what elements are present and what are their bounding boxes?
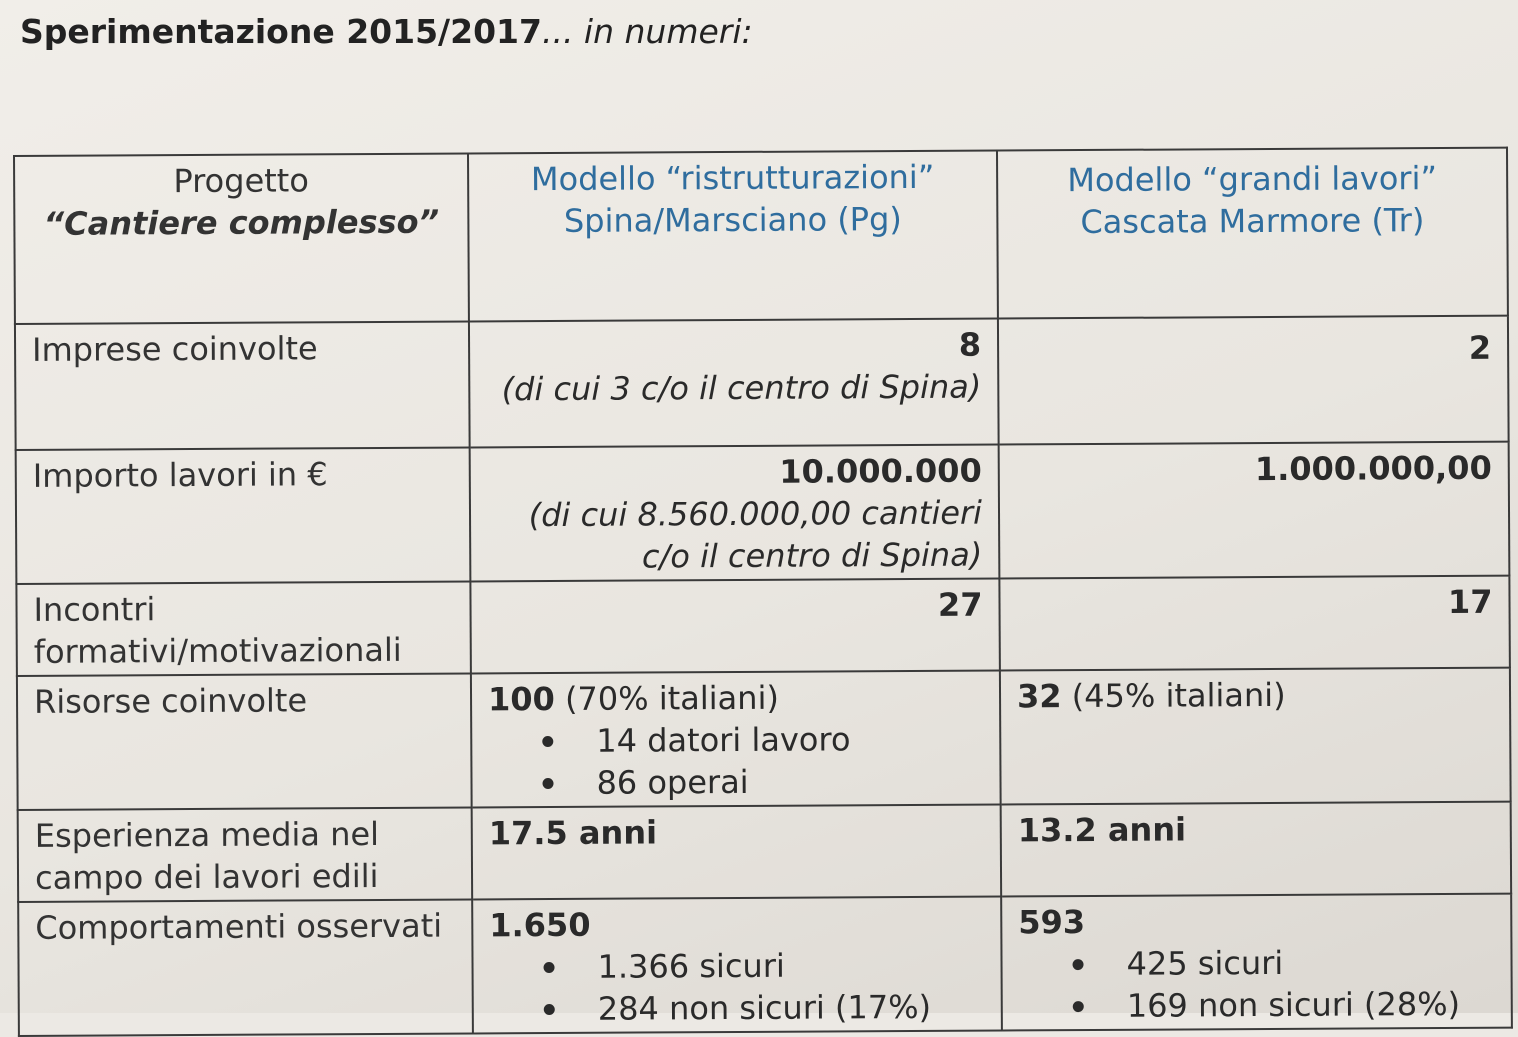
header-project-name: “Cantiere complesso” <box>43 202 440 243</box>
value-b: 1.000.000,00 <box>1254 448 1492 489</box>
header-model-ristrutturazioni <box>468 151 998 322</box>
header-project-cell <box>14 153 469 324</box>
value-a: 17.5 anni <box>488 813 658 853</box>
cell-model-b <box>999 576 1510 671</box>
row-label: Esperienza media nel campo dei lavori edili <box>18 807 473 902</box>
value-a: 100 <box>487 679 555 719</box>
value-a: 10.000.000 <box>779 451 982 491</box>
list-item: 169 non sicuri (28%) <box>1127 983 1495 1027</box>
row-label: Imprese coinvolte <box>15 321 470 450</box>
table-row-importo <box>16 442 1510 584</box>
table-row-comportamenti <box>18 894 1512 1036</box>
header-project-label: Progetto <box>173 161 309 201</box>
value-b: 593 <box>1018 903 1086 942</box>
cell-model-a <box>470 444 1000 581</box>
page-title <box>20 10 753 54</box>
row-label: Incontri formativi/motivazionali <box>16 581 471 676</box>
note-a: (di cui 3 c/o il centro di Spina) <box>501 367 982 409</box>
table-row-incontri <box>16 576 1509 676</box>
bullet-list-b <box>1018 941 1494 1028</box>
comparison-table <box>13 147 1513 1037</box>
cell-model-a <box>470 578 1000 673</box>
cell-model-b <box>999 442 1510 579</box>
cell-model-b <box>1001 802 1512 897</box>
list-item: 425 sicuri <box>1126 941 1494 985</box>
table-row-imprese <box>15 316 1509 450</box>
table-row-risorse <box>17 668 1511 810</box>
header-model-grandi-lavori <box>997 148 1508 319</box>
value-b: 13.2 anni <box>1017 810 1187 850</box>
table-row-esperienza <box>18 802 1511 902</box>
value-a: 27 <box>937 585 983 624</box>
cell-model-a <box>471 670 1001 807</box>
note-a: (di cui 8.560.000,00 cantieri c/o il centro di Spina) <box>528 493 983 576</box>
row-label: Importo lavori in € <box>16 447 471 584</box>
list-item: 86 operai <box>596 760 983 804</box>
table-header-row <box>14 148 1508 324</box>
list-item: 284 non sicuri (17%) <box>598 986 985 1030</box>
value-a: 8 <box>958 325 982 364</box>
value-a: 1.650 <box>489 905 591 945</box>
title-rest: ... in numeri: <box>541 12 753 51</box>
cell-model-b <box>998 316 1509 445</box>
title-main: Sperimentazione 2015/2017 <box>20 12 542 51</box>
header-model-a-location: Spina/Marsciano (Pg) <box>563 200 902 240</box>
detail-b: (45% italiani) <box>1071 675 1286 716</box>
list-item: 1.366 sicuri <box>597 944 984 988</box>
list-item: 14 datori lavoro <box>596 718 983 762</box>
cell-model-b <box>1001 894 1512 1031</box>
detail-a: (70% italiani) <box>564 678 779 718</box>
cell-model-b <box>1000 668 1511 805</box>
header-model-b-title: Modello “grandi lavori” <box>1067 159 1438 200</box>
value-b: 32 <box>1016 677 1062 716</box>
bullet-list-a <box>489 944 984 1031</box>
cell-model-a <box>469 319 999 448</box>
row-label: Risorse coinvolte <box>17 673 472 810</box>
cell-model-a <box>472 804 1002 899</box>
value-b: 2 <box>1468 328 1492 367</box>
value-b: 17 <box>1447 582 1493 621</box>
header-model-b-location: Cascata Marmore (Tr) <box>1080 201 1425 242</box>
header-model-a-title: Modello “ristrutturazioni” <box>530 157 935 199</box>
bullet-list-a <box>488 718 983 805</box>
row-label: Comportamenti osservati <box>18 899 473 1036</box>
